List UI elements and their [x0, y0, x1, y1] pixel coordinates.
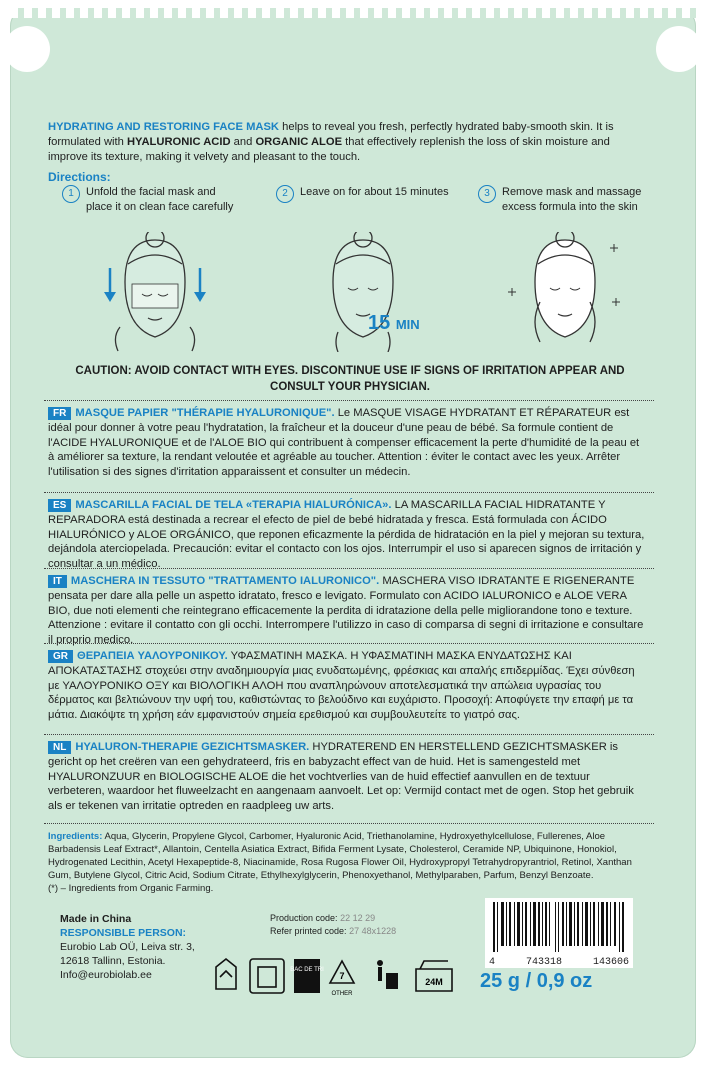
section-nl [48, 740, 648, 814]
divider [44, 823, 654, 824]
face-mask-apply-illustration [90, 232, 220, 352]
barcode-bars [485, 898, 633, 952]
step-2 [276, 185, 456, 200]
tear-edge [10, 8, 696, 18]
production-code-label: Production code: [270, 913, 338, 923]
time-label [368, 312, 420, 335]
section-heading: MASCARILLA FACIAL DE TELA «TERAPIA HIALURÓNICA». [75, 499, 392, 511]
manufacturer-info [60, 912, 195, 982]
illustrations [60, 232, 640, 352]
divider [44, 492, 654, 493]
caution-text: CAUTION: AVOID CONTACT WITH EYES. DISCONTINUE USE IF SIGNS OF IRRITATION APPEAR AND CONSULT YOUR PHYSICIAN. [75, 365, 625, 393]
company-city: 12618 Tallinn, Estonia. [60, 955, 166, 967]
section-es [48, 498, 648, 572]
refer-code-label: Refer printed code: [270, 926, 347, 936]
organic-note: (*) – Ingredients from Organic Farming. [48, 883, 214, 894]
organic-aloe: ORGANIC ALOE [255, 136, 343, 148]
step-number: 1 [62, 185, 80, 203]
svg-text:OTHER: OTHER [331, 991, 353, 997]
step-3 [478, 185, 658, 215]
time-value: 15 [368, 312, 391, 334]
hanger-notch-right [656, 26, 702, 72]
barcode-digits [485, 957, 633, 968]
recycling-icons-svg [210, 955, 480, 999]
language-code: ES [48, 499, 71, 512]
section-heading: MASQUE PAPIER "THÉRAPIE HYALURONIQUE". [75, 407, 335, 419]
step-text: Leave on for about 15 minutes [300, 186, 449, 198]
section-heading: ΘΕΡΑΠΕΙΑ ΥΑΛΟΥΡΟΝΙΚΟΥ. [77, 650, 228, 662]
company-address: Eurobio Lab OÜ, Leiva str. 3, [60, 941, 195, 953]
svg-text:24M: 24M [425, 977, 443, 987]
section-body: LA MASCARILLA FACIAL HIDRATANTE Y REPARADORA está destinada a recrear el efecto de piel de bebé hidratada y fresca. Está formulada con ÁCIDO HIALURÓNICO y ALOE ORGÁNICO, que reponen eficazmente la pérdida de hidratación en la piel y mejoran su textura, dejándola aterciopelada. Precaución: evitar el contacto con los ojos. Interrumpir el uso si aparecen signos de irritación y consultar a un médico. [48, 499, 645, 571]
face-massage-illustration [500, 232, 630, 352]
intro-text-2: that effectively replenish the loss of skin moisture and improve its texture, making it velvety and pleasant to the touch. [48, 136, 610, 163]
barcode [485, 898, 633, 968]
section-heading: HYALURON-THERAPIE GEZICHTSMASKER. [75, 741, 310, 753]
hyaluronic-acid: HYALURONIC ACID [126, 136, 231, 148]
production-codes [270, 912, 396, 938]
step-number: 2 [276, 185, 294, 203]
section-heading: MASCHERA IN TESSUTO "TRATTAMENTO IALURONICO". [70, 575, 380, 587]
tidyman-icon [377, 960, 398, 989]
recycling-icons [210, 955, 480, 999]
barcode-group-2: 143606 [592, 957, 629, 968]
divider [44, 400, 654, 401]
language-code: IT [48, 575, 67, 588]
ingredients-label: Ingredients: [48, 831, 103, 842]
svg-text:BAC DE TRI: BAC DE TRI [290, 967, 324, 973]
ingredients-list: Aqua, Glycerin, Propylene Glycol, Carbomer, Hyaluronic Acid, Triethanolamine, Hydroxyethylcellulose, Fullerenes, Aloe Barbadensis Leaf Extract*, Allantoin, Centella Asiatica Extract, Bifida Ferment Lysate, Cholesterol, Ceramide NP, Ubiquinone, Honokiol, Hydrogenated Lecithin, Acetyl Hexapeptide-8, Niacinamide, Rosa Rugosa Flower Oil, Hydroxypropyl Tetrahydropyrantriol, Retinol, Xanthan Gum, Butylene Glycol, Citric Acid, Sodium Citrate, Ethylhexylglycerin, Phenoxyethanol, Methylparaben, Parfum, Benzyl Benzoate. [48, 831, 632, 881]
section-body: HYDRATEREND EN HERSTELLEND GEZICHTSMASKER is gericht op het creëren van een gehydrateerd, fris en babyzacht effect van de huid. Het is samengesteld met HYALURONZUUR en BIOLOGISCHE ALOE die het vochtverlies van de huid effectief aanvullen en de textuur verbeteren, waardoor het fluweelzacht en aangenaam aanvoelt. Let op: Vermijd contact met de ogen. Stop het gebruik als er tekenen van irritatie optreden en raadpleeg uw arts. [48, 741, 634, 813]
language-code: NL [48, 741, 71, 754]
divider [44, 643, 654, 644]
barcode-prefix: 4 [489, 957, 496, 968]
language-code: FR [48, 407, 71, 420]
language-code: GR [48, 650, 73, 663]
container-icon [250, 959, 284, 993]
recycle-box-icon [216, 959, 236, 989]
intro-text-1: helps to reveal you fresh, perfectly hydrated baby-smooth skin. It is formulated with [48, 121, 614, 148]
intro-paragraph [48, 120, 648, 165]
divider [44, 734, 654, 735]
ingredients-block [48, 830, 648, 895]
time-unit: MIN [395, 317, 420, 332]
bac-de-tri-icon [290, 959, 324, 993]
section-body: ΥΦΑΣΜΑΤΙΝΗ ΜΑΣΚΑ. Η ΥΦΑΣΜΑΤΙΝΗ ΜΑΣΚΑ ΕΝΥΔΑΤΩΣΗΣ ΚΑΙ ΑΠΟΚΑΤΑΣΤΑΣΗΣ στοχεύει στην αναδημιουργία μιας ενυδατωμένης, φρέσκιας και απαλής επιδερμίδας. Έχει σύνθεση με ΥΑΛΟΥΡΟΝΙΚΟ ΟΞΥ και ΒΙΟΛΟΓΙΚΗ ΑΛΟΗ που αναπληρώνουν αποτελεσματικά την απώλεια υγρασίας του δέρματος και βελτιώνουν την υφή του, καθιστώντας το βελούδινο και ευχάριστο. Προσοχή: Αποφύγετε την επαφή με τα μάτια. Διακόψτε τη χρήση εάν εμφανιστούν σημεία ερεθισμού και συμβουλευτείτε το γιατρό σας. [48, 650, 635, 722]
step-text: Remove mask and massage excess formula into the skin [502, 186, 642, 213]
svg-text:7: 7 [339, 971, 345, 981]
section-body: Le MASQUE VISAGE HYDRATANT ET RÉPARATEUR est idéal pour donner à votre peau l'hydratation, la fraîcheur et la douceur d'une peau de bébé. Sa formule contient de l'ACIDE HYALURONIQUE et de l'ALOE BIO qui contribuent à compenser efficacement la perte d'humidité de la peau et à améliorer sa texture, la rendant veloutée et agréable au toucher. Attention : éviter le contact avec les yeux. Arrêter l'utilisation si des signes d'irritation apparaissent et consulter un médecin. [48, 407, 640, 479]
step-1 [62, 185, 242, 215]
net-weight: 25 g / 0,9 oz [480, 970, 593, 992]
made-in: Made in China [60, 913, 132, 925]
divider [44, 568, 654, 569]
step-text: Unfold the facial mask and place it on clean face carefully [86, 186, 234, 213]
section-fr [48, 406, 648, 480]
production-code-value: 22 12 29 [340, 913, 376, 923]
company-email: Info@eurobiolab.ee [60, 969, 152, 981]
section-gr [48, 649, 648, 723]
hanger-notch-left [4, 26, 50, 72]
intro-and: and [230, 136, 256, 148]
direction-steps [62, 185, 662, 235]
directions-label: Directions: [48, 170, 111, 184]
section-body: MASCHERA VISO IDRATANTE E RIGENERANTE pensata per dare alla pelle un aspetto idratato, fresco e levigato. Formulato con ACIDO IALURONICO e ALOE VERA BIO, due noti elementi che reintegrano efficacemente la perdita di idratazione della pelle migliorandone tono e texture. Attenzione : evitare il contatto con gli occhi. Interrompere l'utilizzo in caso di comparsa di segni di irritazione e consultare il proprio medico. [48, 575, 644, 647]
section-it [48, 574, 648, 648]
responsible-person-label: RESPONSIBLE PERSON: [60, 927, 187, 939]
step-number: 3 [478, 185, 496, 203]
refer-code-value: 27 48x1228 [349, 926, 397, 936]
product-title: HYDRATING AND RESTORING FACE MASK [48, 121, 280, 133]
barcode-group-1: 743318 [525, 957, 562, 968]
